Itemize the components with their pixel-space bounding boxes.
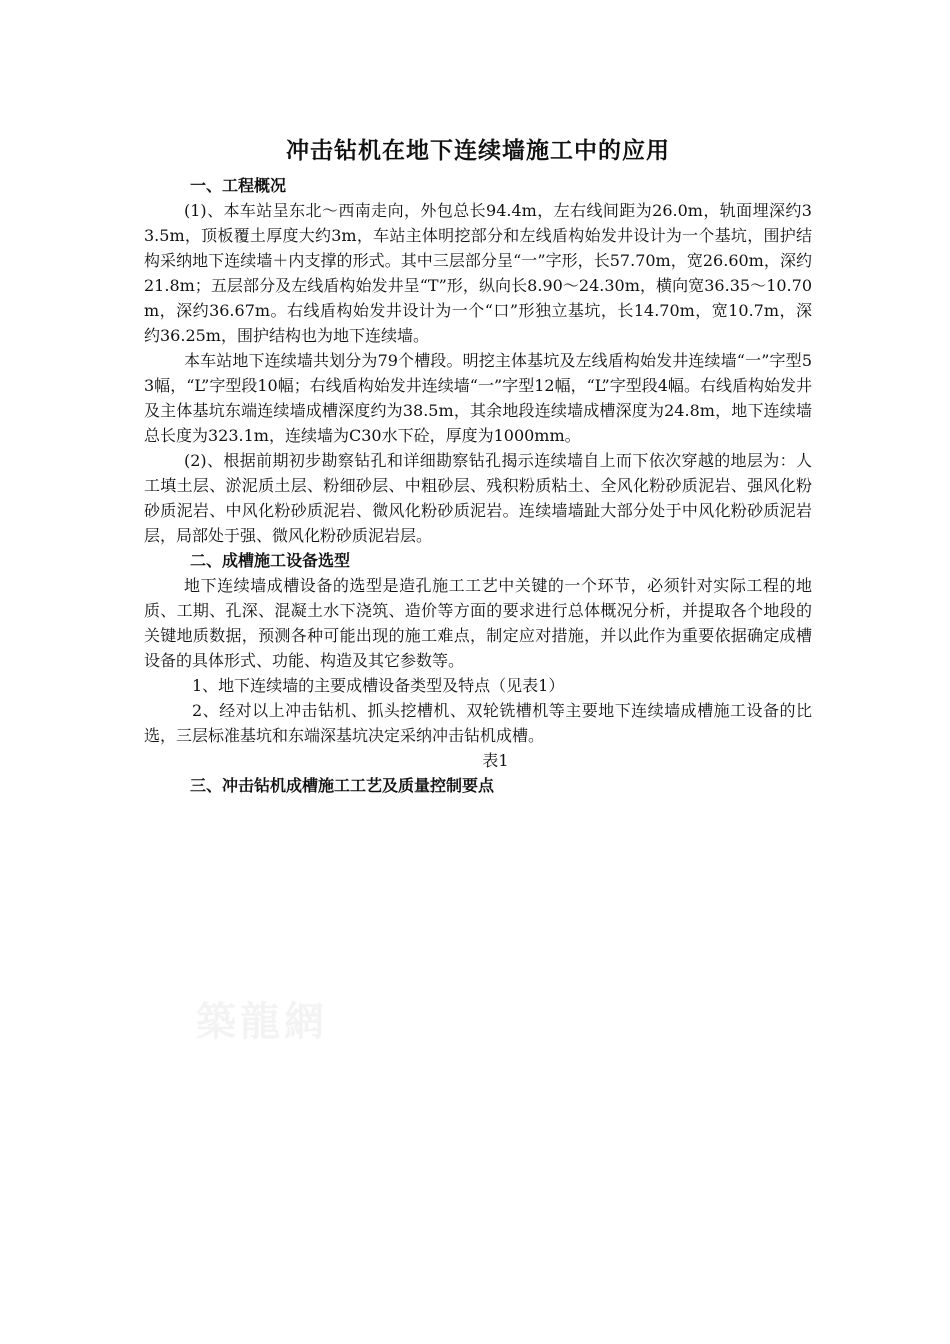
- document-title: 冲击钻机在地下连续墙施工中的应用: [286, 138, 670, 164]
- table-caption: 表1: [482, 751, 509, 770]
- section-heading-process: 三、冲击钻机成槽施工工艺及质量控制要点: [190, 776, 495, 795]
- document-body: [144, 133, 812, 798]
- watermark-logo: 築龍網: [196, 998, 328, 1045]
- list-item-equipment-selection: 2、经对以上冲击钻机、抓头挖槽机、双轮铣槽机等主要地下连续墙成槽施工设备的比选，三层标准基坑和东端深基坑决定采纳冲击钻机成槽。: [144, 701, 812, 745]
- list-item-equipment-types: 1、地下连续墙的主要成槽设备类型及特点（见表1）: [192, 676, 565, 695]
- section-heading-equipment: 二、成槽施工设备选型: [190, 551, 351, 570]
- paragraph-overview-3: (2)、根据前期初步勘察钻孔和详细勘察钻孔揭示连续墙自上而下依次穿越的地层为：人工填土层、淤泥质土层、粉细砂层、中粗砂层、残积粉质粘土、全风化粉砂质泥岩、强风化粉砂质泥岩、中风化粉砂质泥岩、微风化粉砂质泥岩。连续墙墙趾大部分处于中风化粉砂质泥岩层，局部处于强、微风化粉砂质泥岩层。: [144, 451, 812, 545]
- paragraph-overview-2: 本车站地下连续墙共划分为79个槽段。明挖主体基坑及左线盾构始发井连续墙“一”字型53幅，“L”字型段10幅；右线盾构始发井连续墙“一”字型12幅，“L”字型段4幅。右线盾构始发井及主体基坑东端连续墙成槽深度约为38.5m，其余地段连续墙成槽深度为24.8m，地下连续墙总长度为323.1m，连续墙为C30水下砼，厚度为1000mm。: [144, 351, 812, 445]
- paragraph-overview-1: (1)、本车站呈东北～西南走向，外包总长94.4m，左右线间距为26.0m，轨面埋深约33.5m，顶板覆土厚度大约3m，车站主体明挖部分和左线盾构始发井设计为一个基坑，围护结构采纳地下连续墙＋内支撑的形式。其中三层部分呈“一”字形，长57.70m，宽26.60m，深约21.8m；五层部分及左线盾构始发井呈“T”形，纵向长8.90～24.30m，横向宽36.35～10.70m，深约36.67m。右线盾构始发井设计为一个“口”形独立基坑，长14.70m，宽10.7m，深约36.25m，围护结构也为地下连续墙。: [144, 201, 812, 345]
- paragraph-equipment-1: 地下连续墙成槽设备的选型是造孔施工工艺中关键的一个环节，必须针对实际工程的地质、工期、孔深、混凝土水下浇筑、造价等方面的要求进行总体概况分析，并提取各个地段的关键地质数据，预测各种可能出现的施工难点，制定应对措施，并以此作为重要依据确定成槽设备的具体形式、功能、构造及其它参数等。: [144, 576, 812, 670]
- section-heading-overview: 一、工程概况: [190, 176, 287, 195]
